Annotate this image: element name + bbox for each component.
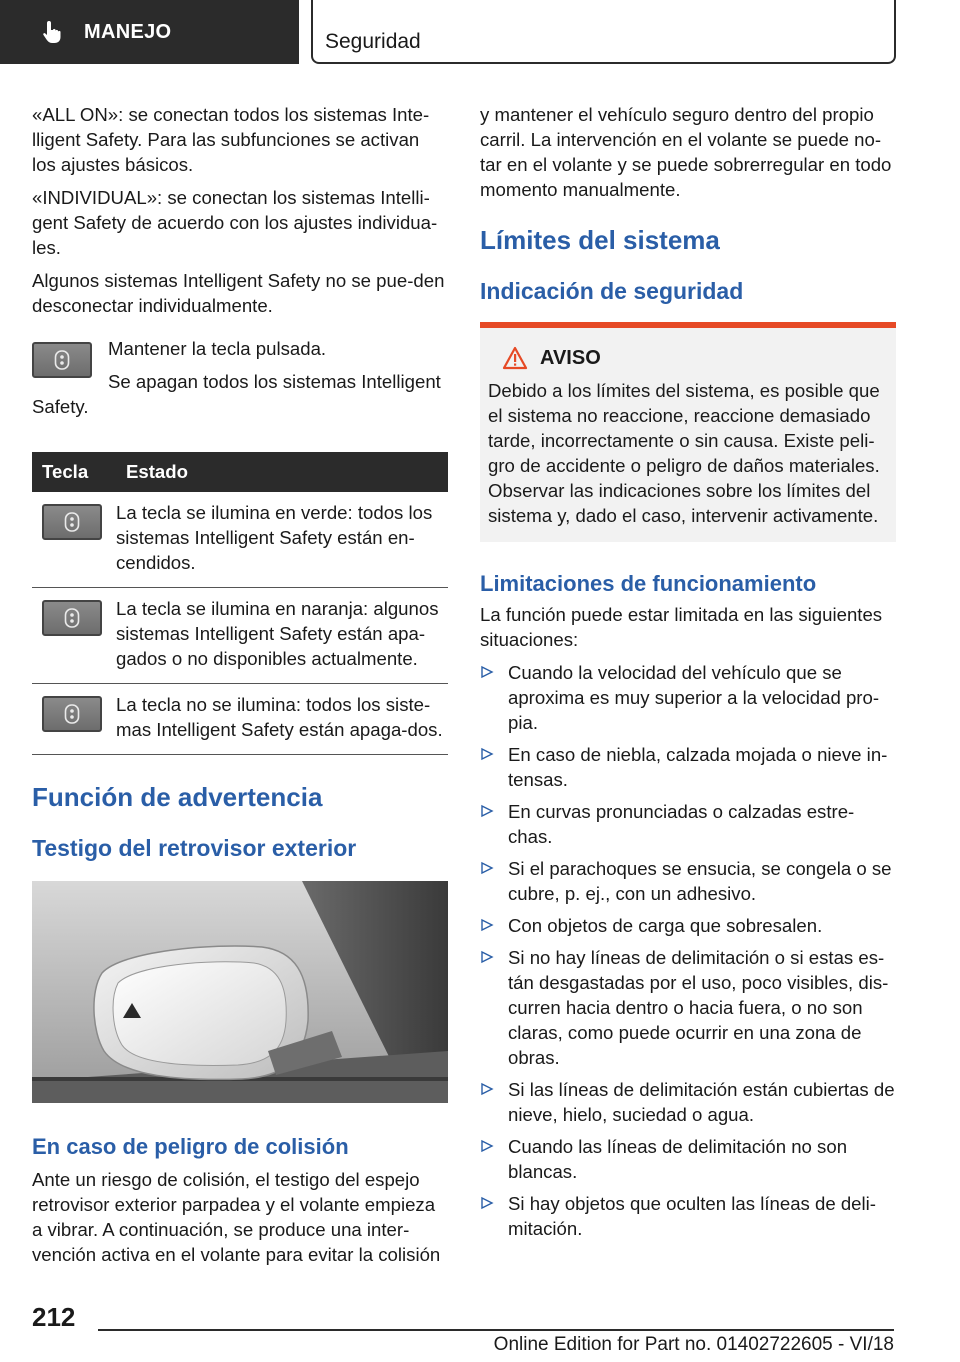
side-mirror-illustration: [32, 881, 448, 1103]
list-item: En curvas pronunciadas o calzadas estre-chas.: [480, 799, 896, 849]
heading-collision-danger: En caso de peligro de colisión: [32, 1134, 349, 1159]
table-header-state: Estado: [116, 452, 448, 492]
list-item: Con objetos de carga que sobresalen.: [480, 913, 896, 938]
triangle-bullet-icon: [480, 747, 494, 761]
instruction-hold-key: Mantener la tecla pulsada.: [108, 338, 327, 359]
paragraph-individual: «INDIVIDUAL»: se conectan los sistemas Intelli-gent Safety de acuerdo con los ajustes individua-les.: [32, 187, 438, 258]
triangle-bullet-icon: [480, 1196, 494, 1210]
hand-pointer-icon: [40, 19, 66, 45]
footer-divider: [98, 1329, 894, 1331]
list-item: Si el parachoques se ensucia, se congela o se cubre, p. ej., con un adhesivo.: [480, 856, 896, 906]
list-item: Si no hay líneas de delimitación o si estas es-tán desgastadas por el uso, poco visibles, dis-curren hacia dentro o hacia fuera, o no son claras, como puede ocurrir en una zona de obras.: [480, 945, 896, 1070]
warning-triangle-icon: [502, 346, 528, 370]
intelligent-safety-key-icon: [32, 342, 92, 378]
footer-edition: Online Edition for Part no. 01402722605 - VI/18: [493, 1334, 894, 1355]
intelligent-safety-key-icon: [42, 504, 102, 540]
paragraph-continuation: y mantener el vehículo seguro dentro del propio carril. La intervención en el volante se puede no-tar en el volante y se puede sobrerregular en todo momento manualmente.: [480, 104, 892, 200]
button-instruction: [32, 336, 448, 426]
list-item: Si hay objetos que oculten las líneas de deli-mitación.: [480, 1191, 896, 1241]
instruction-all-off: Se apagan todos los sistemas Intelligent Safety.: [32, 371, 441, 417]
heading-safety-note: Indicación de seguridad: [480, 278, 744, 304]
list-item: Si las líneas de delimitación están cubiertas de nieve, hielo, suciedad o agua.: [480, 1077, 896, 1127]
intelligent-safety-key-icon: [42, 696, 102, 732]
triangle-bullet-icon: [480, 804, 494, 818]
warning-text: Debido a los límites del sistema, es posible que el sistema no reaccione, reaccione demasiado tarde, incorrectamente o sin causa. Existe peli-gro de accidente o peligro de daños materiales. Observar las indicaciones sobre los límites del sistema y, dado el caso, intervenir activamente.: [488, 380, 880, 526]
list-item: Cuando la velocidad del vehículo que se aproxima es muy superior a la velocidad pro-pia.: [480, 660, 896, 735]
list-item: Cuando las líneas de delimitación no son blancas.: [480, 1134, 896, 1184]
limitations-list: [480, 660, 896, 1241]
triangle-bullet-icon: [480, 861, 494, 875]
warning-title: AVISO: [540, 346, 601, 369]
heading-warning-function: Función de advertencia: [32, 782, 323, 812]
key-status-table: [32, 452, 448, 755]
table-row: [32, 588, 448, 684]
table-cell-state: La tecla se ilumina en naranja: algunos sistemas Intelligent Safety están apa-gados o no disponibles actualmente.: [116, 588, 448, 684]
triangle-bullet-icon: [480, 950, 494, 964]
page-number: 212: [32, 1302, 76, 1332]
table-cell-state: La tecla se ilumina en verde: todos los sistemas Intelligent Safety están en-cendidos.: [116, 492, 448, 588]
header-section-tab: [0, 0, 299, 64]
triangle-bullet-icon: [480, 1139, 494, 1153]
header-chapter-title: Seguridad: [325, 30, 421, 53]
paragraph-collision-danger: Ante un riesgo de colisión, el testigo del espejo retrovisor exterior parpadea y el volante empieza a vibrar. A continuación, se produce una inter-vención activa en el volante para evitar la colisión: [32, 1169, 441, 1265]
triangle-bullet-icon: [480, 665, 494, 679]
list-item: En caso de niebla, calzada mojada o nieve in-tensas.: [480, 742, 896, 792]
paragraph-all-on: «ALL ON»: se conectan todos los sistemas Inte-lligent Safety. Para las subfunciones se activan los ajustes básicos.: [32, 104, 430, 175]
table-cell-state: La tecla no se ilumina: todos los siste-mas Intelligent Safety están apaga-dos.: [116, 684, 448, 755]
right-column: [480, 102, 896, 1248]
triangle-bullet-icon: [480, 1082, 494, 1096]
left-column: [32, 102, 448, 1275]
header-chapter-tab: [311, 0, 896, 64]
table-row: [32, 492, 448, 588]
heading-function-limitations: Limitaciones de funcionamiento: [480, 571, 817, 596]
heading-system-limits: Límites del sistema: [480, 225, 720, 255]
warning-box: [480, 322, 896, 542]
table-header-key: Tecla: [32, 452, 116, 492]
table-row: [32, 684, 448, 755]
triangle-bullet-icon: [480, 918, 494, 932]
paragraph-limitations-intro: La función puede estar limitada en las siguientes situaciones:: [480, 604, 883, 650]
heading-mirror-indicator: Testigo del retrovisor exterior: [32, 835, 357, 861]
paragraph-not-deactivatable: Algunos sistemas Intelligent Safety no se pue-den desconectar individualmente.: [32, 270, 445, 316]
intelligent-safety-key-icon: [42, 600, 102, 636]
header-section-title: MANEJO: [84, 20, 172, 43]
